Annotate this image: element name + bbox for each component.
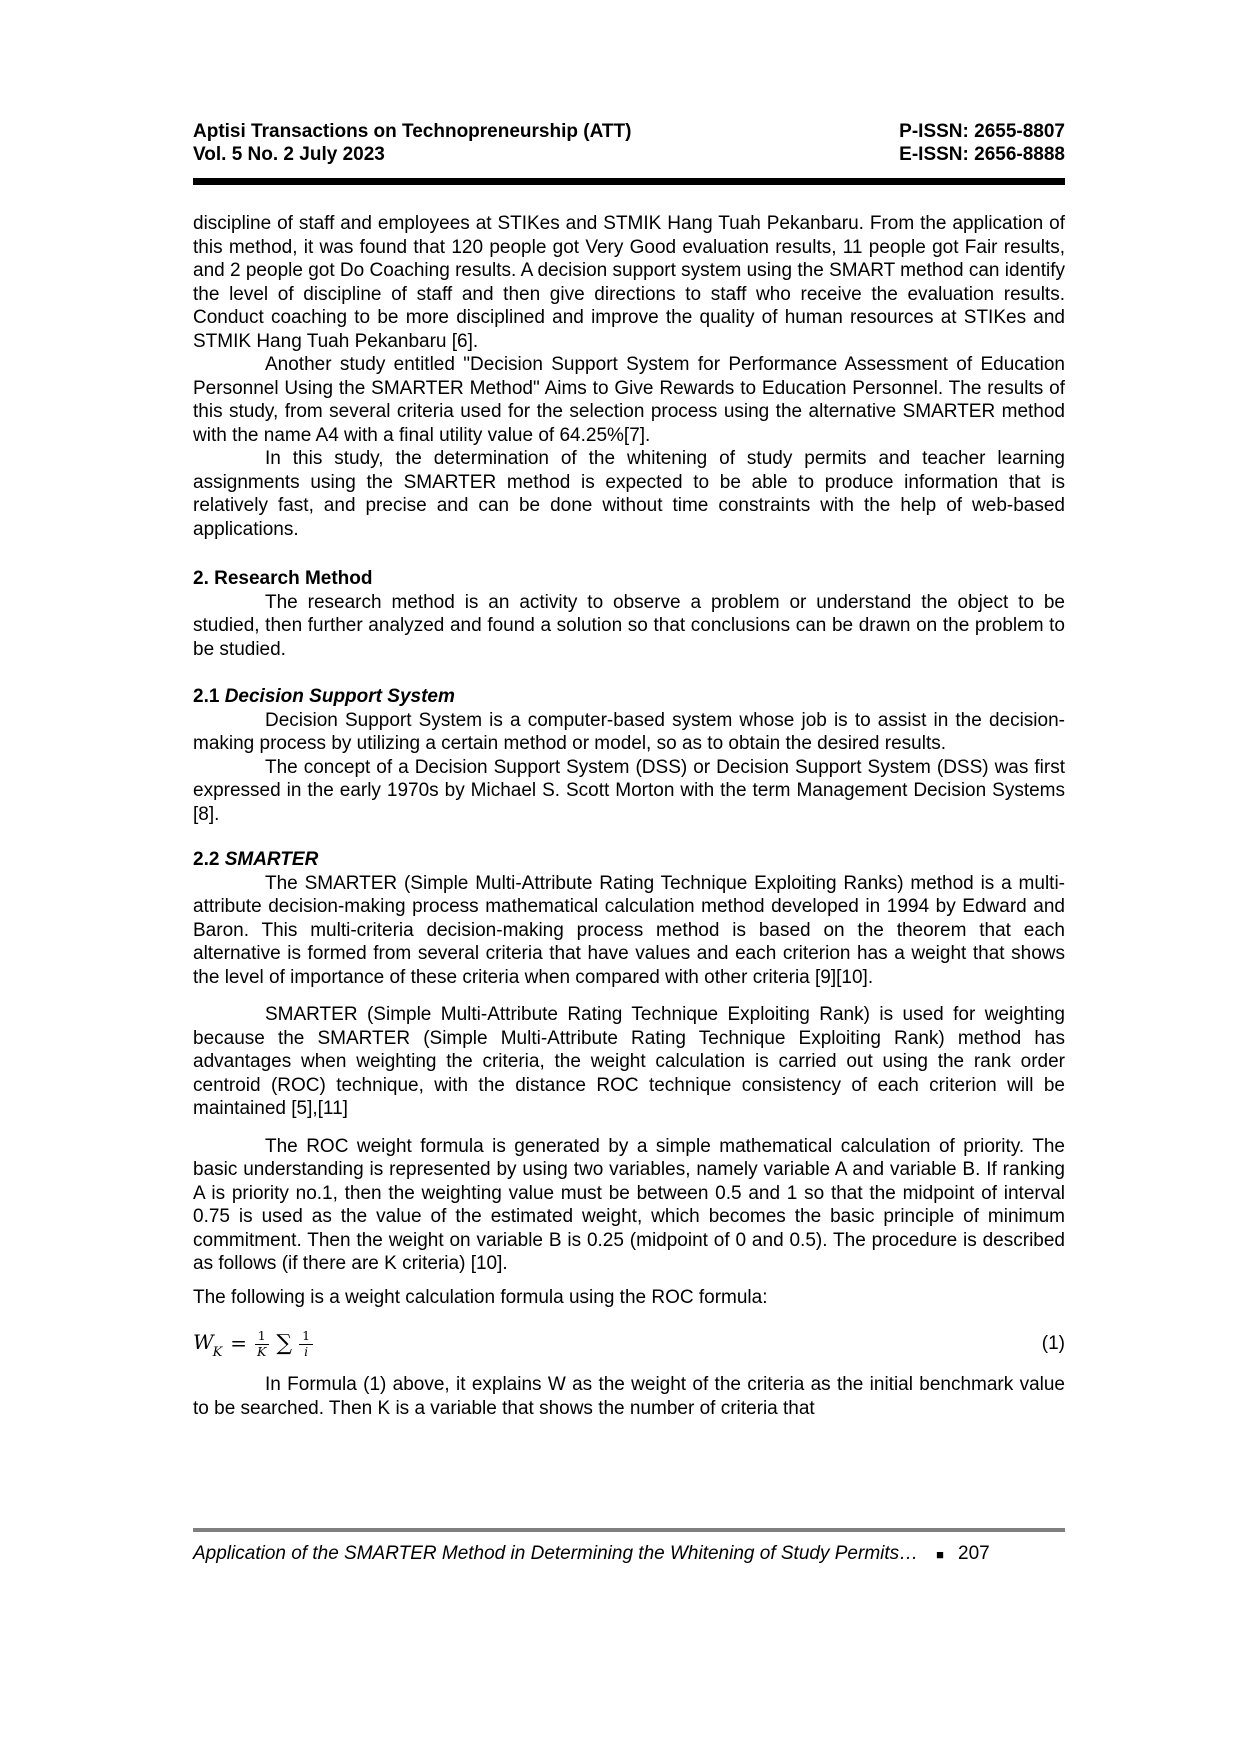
paragraph-dss-1: Decision Support System is a computer-based system whose job is to assist in the decision-making process by utilizing a certain method or model, so as to obtain the desired results. [193, 709, 1065, 754]
formula-fraction-1-over-k: $\frac{1}{K}$ [254, 1329, 269, 1359]
paragraph-another-study: Another study entitled "Decision Support System for Performance Assessment of Education Personnel Using the SMARTER Method" Aims to Give Rewards to Education Personnel. The results of this study, from several criteria used for the selection process using the alternative SMARTER method with the name A4 with a final utility value of 64.25%[7]. [193, 354, 1065, 446]
formula-equals: = [230, 1331, 248, 1356]
paragraph-research-method: The research method is an activity to observe a problem or understand the object to be studied, then further analyzed and found a solution so that conclusions can be drawn on the problem to be studied. [193, 591, 1065, 660]
footer-rule [193, 1528, 1065, 1532]
section-title-dss: Decision Support System [224, 686, 455, 707]
section-number-dss: 2.1 [193, 686, 220, 707]
article-body [193, 212, 1065, 1420]
formula-lhs [193, 1331, 223, 1358]
section-heading-dss [193, 685, 1065, 709]
paragraph-smarter-2: SMARTER (Simple Multi-Attribute Rating Technique Exploiting Rank) is used for weighting because the SMARTER (Simple Multi-Attribute Rating Technique Exploiting Rank) method has advantages when weighting the criteria, the weight calculation is carried out using the rank order centroid (ROC) technique, with the distance ROC technique consistency of each criterion will be maintained [5],[11] [193, 1004, 1065, 1119]
equation-number: (1) [1041, 1333, 1065, 1355]
journal-title: Aptisi Transactions on Technopreneurship (ATT) [193, 121, 632, 142]
formula-summation-icon: ∑ [276, 1331, 293, 1357]
section-heading-research-method: 2. Research Method [193, 568, 373, 589]
paragraph-this-study: In this study, the determination of the whitening of study permits and teacher learning assignments using the SMARTER method is expected to be able to produce information that is relatively fast, and precise and can be done without time constraints with the help of web-based applications. [193, 448, 1065, 540]
issn-info [899, 120, 1065, 166]
journal-info [193, 120, 631, 166]
section-number-smarter: 2.2 [193, 849, 220, 870]
page-header [193, 120, 1065, 166]
volume-issue: Vol. 5 No. 2 July 2023 [193, 144, 385, 165]
page-content [193, 120, 1065, 1420]
paragraph-smarter-3: The ROC weight formula is generated by a simple mathematical calculation of priority. The basic understanding is represented by using two variables, namely variable A and variable B. If ranking A is priority no.1, then the weighting value must be between 0.5 and 1 so that the midpoint of interval 0.75 is used as the value of the estimated weight, which becomes the basic principle of minimum commitment. Then the weight on variable B is 0.25 (midpoint of 0 and 0.5). The procedure is described as follows (if there are K criteria) [10]. [193, 1135, 1065, 1274]
equation-1-row [193, 1327, 1065, 1361]
paragraph-formula-intro: The following is a weight calculation formula using the ROC formula: [193, 1286, 768, 1308]
section-title-smarter: SMARTER [224, 849, 319, 870]
paragraph-formula-explanation: In Formula (1) above, it explains W as the weight of the criteria as the initial benchmark value to be searched. Then K is a variable that shows the number of criteria that [193, 1374, 1065, 1419]
p-issn: P-ISSN: 2655-8807 [899, 121, 1065, 142]
formula-symbol-w: W [193, 1329, 214, 1354]
paragraph-smarter-1: The SMARTER (Simple Multi-Attribute Rating Technique Exploiting Ranks) method is a multi-attribute decision-making process mathematical calculation method developed in 1994 by Edward and Baron. This multi-criteria decision-making process method is based on the theorem that each alternative is formed from several criteria that have values and each criterion has a weight that shows the level of importance of these criteria when compared with other criteria [9][10]. [193, 872, 1065, 988]
section-heading-smarter [193, 848, 1065, 872]
page-footer [193, 1528, 1065, 1565]
paragraph-intro-continuation: discipline of staff and employees at STIKes and STMIK Hang Tuah Pekanbaru. From the application of this method, it was found that 120 people got Very Good evaluation results, 11 people got Fair results, and 2 people got Do Coaching results. A decision support system using the SMART method can identify the level of discipline of staff and then give directions to staff who receive the evaluation results. Conduct coaching to be more disciplined and improve the quality of human resources at STIKes and STMIK Hang Tuah Pekanbaru [6]. [193, 213, 1065, 352]
formula-fraction-1-over-i: $\frac{1}{i}$ [299, 1329, 313, 1359]
running-title: Application of the SMARTER Method in Determining the Whitening of Study Permits… [193, 1543, 919, 1564]
e-issn: E-ISSN: 2656-8888 [899, 144, 1065, 165]
footer-line [193, 1543, 1065, 1565]
header-rule [193, 178, 1065, 185]
roc-weight-formula [193, 1329, 313, 1359]
page-number: 207 [958, 1543, 990, 1564]
square-bullet-icon: ■ [936, 1546, 945, 1562]
paragraph-dss-2: The concept of a Decision Support System (DSS) or Decision Support System (DSS) was first expressed in the early 1970s by Michael S. Scott Morton with the term Management Decision Systems [8]. [193, 756, 1065, 825]
formula-subscript-k: K [212, 1344, 223, 1360]
